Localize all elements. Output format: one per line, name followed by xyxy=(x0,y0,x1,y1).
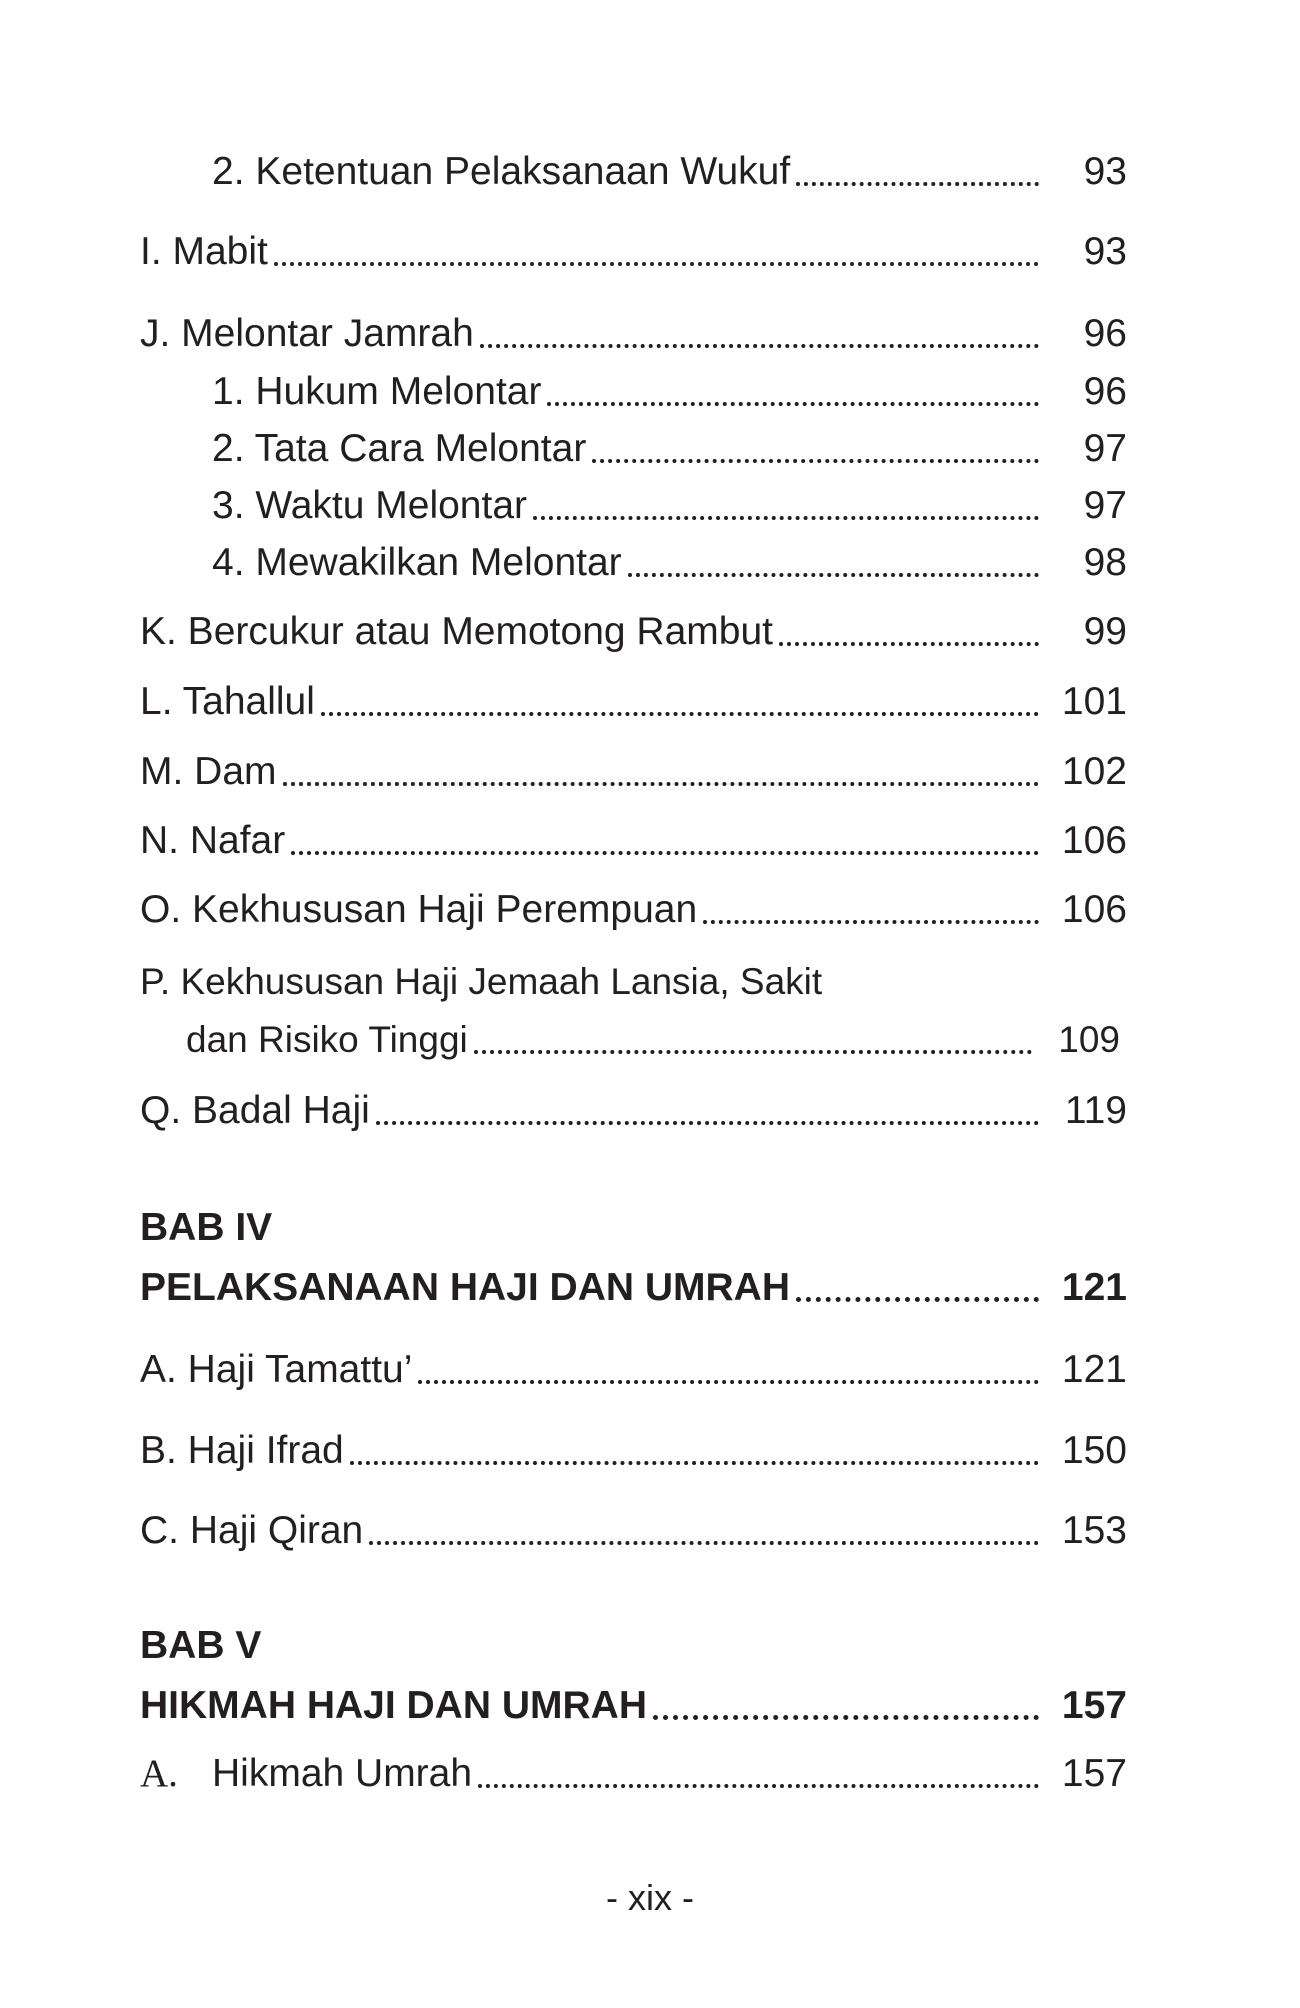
toc-entry-mabit xyxy=(140,226,1127,278)
entry-label: O. Kekhususan Haji Perempuan xyxy=(140,888,698,931)
entry-label: 4. Mewakilkan Melontar xyxy=(212,541,622,584)
dot-leader xyxy=(796,1297,1039,1302)
entry-page: 101 xyxy=(1061,680,1127,723)
dot-leader xyxy=(703,920,1039,924)
entry-page: 153 xyxy=(1061,1509,1127,1552)
dot-leader xyxy=(592,459,1039,463)
entry-label: C. Haji Qiran xyxy=(140,1509,364,1552)
chapter-heading-bab-v: BAB V xyxy=(140,1624,262,1667)
toc-entry-mewakilkan-melontar xyxy=(212,537,1127,589)
entry-page: 121 xyxy=(1061,1348,1127,1391)
dot-leader xyxy=(283,782,1040,786)
entry-label: K. Bercukur atau Memotong Rambut xyxy=(140,610,773,653)
entry-label: A. Haji Tamattu’ xyxy=(140,1348,413,1391)
toc-entry-bercukur xyxy=(140,606,1127,658)
entry-page: 106 xyxy=(1061,888,1127,931)
entry-label: N. Nafar xyxy=(140,819,286,862)
entry-label: 2. Tata Cara Melontar xyxy=(212,427,587,470)
dot-leader xyxy=(533,516,1039,520)
chapter-title-bab-iv xyxy=(140,1262,1127,1314)
dot-leader xyxy=(796,182,1039,186)
entry-letter: A. xyxy=(140,1752,178,1795)
dot-leader xyxy=(653,1715,1039,1720)
dot-leader xyxy=(418,1380,1039,1384)
toc-entry-haji-qiran xyxy=(140,1505,1127,1557)
entry-page: 96 xyxy=(1083,370,1127,413)
toc-entry-melontar-jamrah xyxy=(140,308,1127,360)
dot-leader xyxy=(474,1050,1032,1054)
entry-label: 2. Ketentuan Pelaksanaan Wukuf xyxy=(212,150,791,193)
toc-entry-haji-lansia-line1: P. Kekhususan Haji Jemaah Lansia, Sakit xyxy=(140,961,823,1002)
toc-entry-waktu-melontar xyxy=(212,480,1127,532)
entry-label: Hikmah Umrah xyxy=(212,1752,473,1795)
toc-entry-haji-lansia-line2 xyxy=(186,1014,1120,1066)
dot-leader xyxy=(274,262,1039,266)
page-number: - xix - xyxy=(606,1877,694,1918)
toc-entry-nafar xyxy=(140,815,1127,867)
chapter-page: 157 xyxy=(1061,1684,1127,1727)
dot-leader xyxy=(480,344,1039,348)
toc-entry-hikmah-umrah xyxy=(140,1748,1127,1800)
toc-entry-hukum-melontar xyxy=(212,366,1127,418)
chapter-title: HIKMAH HAJI DAN UMRAH xyxy=(140,1684,647,1727)
entry-page: 98 xyxy=(1083,541,1127,584)
entry-label: I. Mabit xyxy=(140,230,268,273)
dot-leader xyxy=(628,573,1039,577)
entry-page: 93 xyxy=(1083,150,1127,193)
chapter-heading-bab-iv: BAB IV xyxy=(140,1206,273,1249)
entry-page: 93 xyxy=(1083,230,1127,273)
dot-leader xyxy=(779,642,1039,646)
entry-page: 150 xyxy=(1061,1429,1127,1472)
entry-page: 97 xyxy=(1083,484,1127,527)
toc-entry-haji-ifrad xyxy=(140,1425,1127,1477)
toc-entry-wukuf xyxy=(212,146,1127,198)
toc-entry-haji-perempuan xyxy=(140,884,1127,936)
entry-page: 106 xyxy=(1061,819,1127,862)
entry-page: 109 xyxy=(1058,1019,1120,1060)
chapter-page: 121 xyxy=(1061,1266,1127,1309)
dot-leader xyxy=(376,1121,1039,1125)
entry-page: 102 xyxy=(1061,750,1127,793)
dot-leader xyxy=(369,1541,1039,1545)
toc-entry-badal-haji xyxy=(140,1085,1127,1137)
dot-leader xyxy=(478,1784,1039,1788)
entry-label: dan Risiko Tinggi xyxy=(186,1019,468,1060)
dot-leader xyxy=(547,402,1039,406)
entry-label: L. Tahallul xyxy=(140,680,315,723)
toc-entry-dam xyxy=(140,746,1127,798)
dot-leader xyxy=(321,712,1039,716)
dot-leader xyxy=(350,1461,1039,1465)
entry-page: 119 xyxy=(1064,1089,1127,1132)
entry-page: 97 xyxy=(1083,427,1127,470)
entry-label: 3. Waktu Melontar xyxy=(212,484,528,527)
dot-leader xyxy=(291,851,1039,855)
chapter-title-bab-v xyxy=(140,1680,1127,1732)
entry-label: J. Melontar Jamrah xyxy=(140,312,474,355)
chapter-title: PELAKSANAAN HAJI DAN UMRAH xyxy=(140,1266,791,1309)
entry-label: Q. Badal Haji xyxy=(140,1089,370,1132)
entry-label: M. Dam xyxy=(140,750,277,793)
toc-entry-tata-cara-melontar xyxy=(212,423,1127,475)
entry-label: 1. Hukum Melontar xyxy=(212,370,542,413)
entry-label: B. Haji Ifrad xyxy=(140,1429,344,1472)
entry-page: 157 xyxy=(1061,1752,1127,1795)
entry-page: 99 xyxy=(1083,610,1127,653)
toc-entry-tahallul xyxy=(140,676,1127,728)
toc-entry-haji-tamattu xyxy=(140,1344,1127,1396)
entry-page: 96 xyxy=(1083,312,1127,355)
